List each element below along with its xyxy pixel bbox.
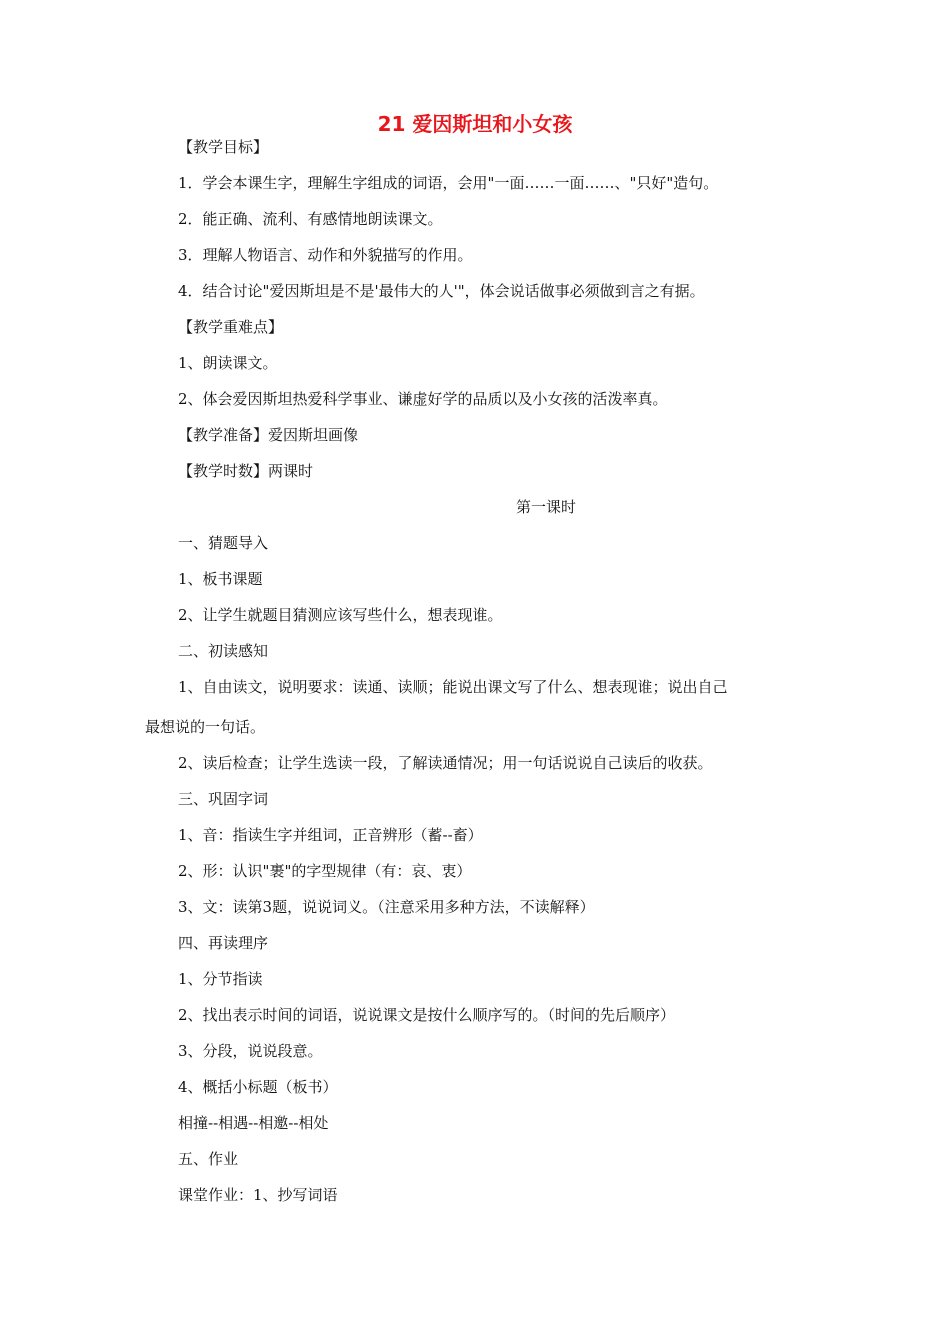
lesson-heading: 第一课时 — [515, 498, 576, 516]
key-point-2: 2、体会爱因斯坦热爱科学事业、谦虚好学的品质以及小女孩的活泼率真。 — [178, 390, 668, 408]
step-heading-2: 二、初读感知 — [178, 642, 269, 660]
step-heading-3: 三、巩固字词 — [178, 790, 269, 808]
step-item: 2、形：认识"裹"的字型规律（有：哀、衷） — [178, 862, 472, 880]
step-item-continued: 最想说的一句话。 — [145, 718, 266, 736]
step-heading-1: 一、猜题导入 — [178, 534, 269, 552]
step-item: 3、文：读第3题，说说词义。（注意采用多种方法，不读解释） — [178, 898, 595, 916]
section-heading-objectives: 【教学目标】 — [178, 138, 269, 156]
preparation-line: 【教学准备】爱因斯坦画像 — [178, 426, 359, 444]
homework-line: 课堂作业：1、抄写词语 — [178, 1186, 338, 1204]
step-heading-4: 四、再读理序 — [178, 934, 269, 952]
step-item: 2、让学生就题目猜测应该写些什么，想表现谁。 — [178, 606, 503, 624]
objective-item-4: 4．结合讨论"爱因斯坦是不是'最伟大的人'"，体会说话做事必须做到言之有据。 — [178, 282, 705, 300]
objective-item-2: 2．能正确、流利、有感情地朗读课文。 — [178, 210, 443, 228]
objective-item-1: 1．学会本课生字，理解生字组成的词语，会用"一面……一面……、"只好"造句。 — [178, 174, 719, 192]
section-heading-key-points: 【教学重难点】 — [178, 318, 284, 336]
step-item: 2、找出表示时间的词语，说说课文是按什么顺序写的。（时间的先后顺序） — [178, 1006, 676, 1024]
document-title: 21 爱因斯坦和小女孩 — [377, 112, 573, 136]
step-item: 1、音：指读生字并组词，正音辨形（蓄--畜） — [178, 826, 483, 844]
step-item: 2、读后检查；让学生选读一段，了解读通情况；用一句话说说自己读后的收获。 — [178, 754, 713, 772]
step-item: 1、自由读文，说明要求：读通、读顺；能说出课文写了什么、想表现谁；说出自己 — [178, 678, 728, 696]
step-item: 4、概括小标题（板书） — [178, 1078, 338, 1096]
step-item: 3、分段，说说段意。 — [178, 1042, 323, 1060]
step-item: 1、分节指读 — [178, 970, 263, 988]
objective-item-3: 3．理解人物语言、动作和外貌描写的作用。 — [178, 246, 473, 264]
board-sequence: 相撞--相遇--相邀--相处 — [178, 1114, 329, 1132]
key-point-1: 1、朗读课文。 — [178, 354, 278, 372]
step-item: 1、板书课题 — [178, 570, 263, 588]
step-heading-5: 五、作业 — [178, 1150, 239, 1168]
duration-line: 【教学时数】两课时 — [178, 462, 314, 480]
